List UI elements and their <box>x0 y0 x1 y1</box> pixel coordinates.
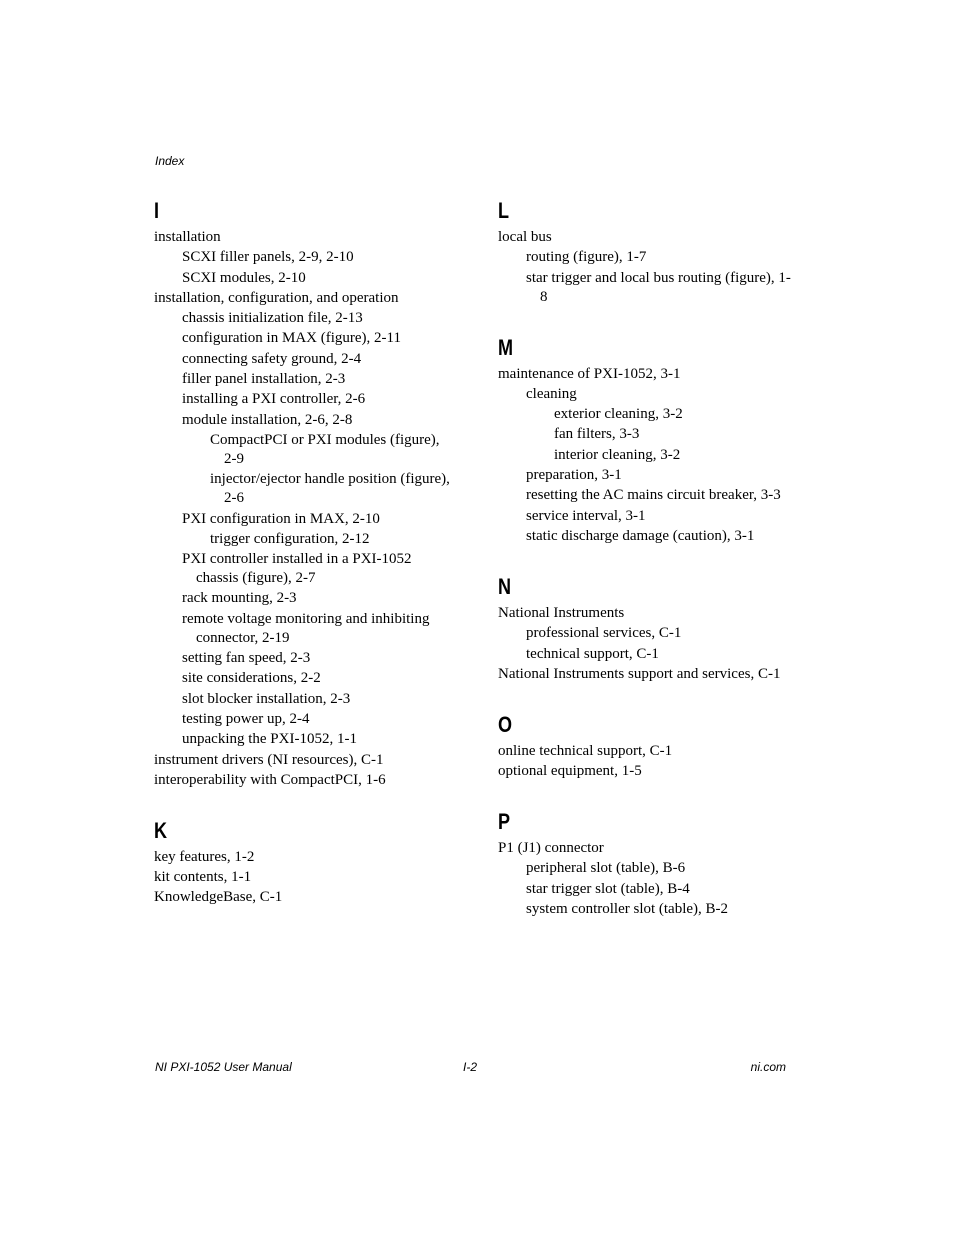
section-letter: N <box>498 573 512 599</box>
index-entry: preparation, 3-1 <box>526 467 622 484</box>
index-entry: kit contents, 1-1 <box>154 869 252 886</box>
index-section-m <box>498 335 798 546</box>
index-entry: professional services, C-1 <box>526 625 682 642</box>
index-entry: PXI controller installed in a PXI-1052 chassis (figure), 2-7 <box>182 551 412 587</box>
index-entry: resetting the AC mains circuit breaker, 3-3 <box>526 487 781 504</box>
index-entry: cleaning <box>526 385 577 402</box>
index-section-k <box>154 818 454 908</box>
index-entry: optional equipment, 1-5 <box>498 763 642 780</box>
index-entry: P1 (J1) connector <box>498 840 604 857</box>
section-letter: P <box>498 809 511 835</box>
running-header: Index <box>155 154 185 168</box>
index-section-o <box>498 712 798 781</box>
section-letter: L <box>498 198 510 223</box>
index-entry: KnowledgeBase, C-1 <box>154 889 283 906</box>
index-section-n <box>498 574 798 684</box>
index-entry: star trigger slot (table), B-4 <box>526 880 690 897</box>
index-entry: SCXI modules, 2-10 <box>182 269 306 286</box>
index-section-i <box>154 198 454 790</box>
index-entry: PXI configuration in MAX, 2-10 <box>182 510 380 527</box>
index-entry: maintenance of PXI-1052, 3-1 <box>498 365 681 382</box>
index-section-p <box>498 809 798 919</box>
index-entry: trigger configuration, 2-12 <box>210 530 370 547</box>
index-entry: filler panel installation, 2-3 <box>182 371 346 388</box>
index-entry: system controller slot (table), B-2 <box>526 901 729 918</box>
index-entry: service interval, 3-1 <box>526 507 646 524</box>
index-entry: peripheral slot (table), B-6 <box>526 860 686 877</box>
index-entry: instrument drivers (NI resources), C-1 <box>154 751 384 768</box>
index-entry: star trigger and local bus routing (figure), 1-8 <box>526 269 791 305</box>
index-column-right <box>498 198 798 947</box>
index-section-l <box>498 198 798 307</box>
index-entry: rack mounting, 2-3 <box>182 590 297 607</box>
index-entry: remote voltage monitoring and inhibiting connector, 2-19 <box>182 610 430 646</box>
index-entry: key features, 1-2 <box>154 848 255 865</box>
index-entry: slot blocker installation, 2-3 <box>182 690 351 707</box>
index-column-left <box>154 198 454 935</box>
index-entry: installing a PXI controller, 2-6 <box>182 391 366 408</box>
index-entry: National Instruments <box>498 604 625 621</box>
index-entry: static discharge damage (caution), 3-1 <box>526 527 755 544</box>
index-entry: local bus <box>498 229 552 245</box>
index-entry: testing power up, 2-4 <box>182 710 310 727</box>
section-letter: M <box>498 334 514 360</box>
index-entry: online technical support, C-1 <box>498 742 673 759</box>
index-entry: injector/ejector handle position (figure), 2-6 <box>210 471 450 507</box>
index-entry: site considerations, 2-2 <box>182 670 321 687</box>
index-entry: technical support, C-1 <box>526 645 659 662</box>
footer-manual-title: NI PXI-1052 User Manual <box>155 1060 292 1074</box>
index-entry: fan filters, 3-3 <box>554 426 640 443</box>
index-entry: interoperability with CompactPCI, 1-6 <box>154 771 386 788</box>
section-letter: O <box>498 711 513 737</box>
index-entry: installation, configuration, and operation <box>154 289 399 306</box>
footer-website: ni.com <box>750 1060 786 1074</box>
section-letter: I <box>154 198 160 223</box>
index-entry: SCXI filler panels, 2-9, 2-10 <box>182 249 354 266</box>
footer-page-number: I-2 <box>463 1060 478 1074</box>
index-entry: configuration in MAX (figure), 2-11 <box>182 330 401 347</box>
index-entry: routing (figure), 1-7 <box>526 249 647 266</box>
index-entry: exterior cleaning, 3-2 <box>554 406 683 423</box>
index-entry: installation <box>154 229 221 245</box>
index-entry: unpacking the PXI-1052, 1-1 <box>182 731 357 748</box>
section-letter: K <box>154 817 168 843</box>
index-entry: interior cleaning, 3-2 <box>554 446 681 463</box>
index-entry: module installation, 2-6, 2-8 <box>182 411 353 428</box>
index-entry: setting fan speed, 2-3 <box>182 650 311 667</box>
index-entry: connecting safety ground, 2-4 <box>182 350 362 367</box>
index-entry: CompactPCI or PXI modules (figure), 2-9 <box>210 431 440 467</box>
index-entry: chassis initialization file, 2-13 <box>182 310 363 327</box>
index-entry: National Instruments support and services, C-1 <box>498 665 781 682</box>
